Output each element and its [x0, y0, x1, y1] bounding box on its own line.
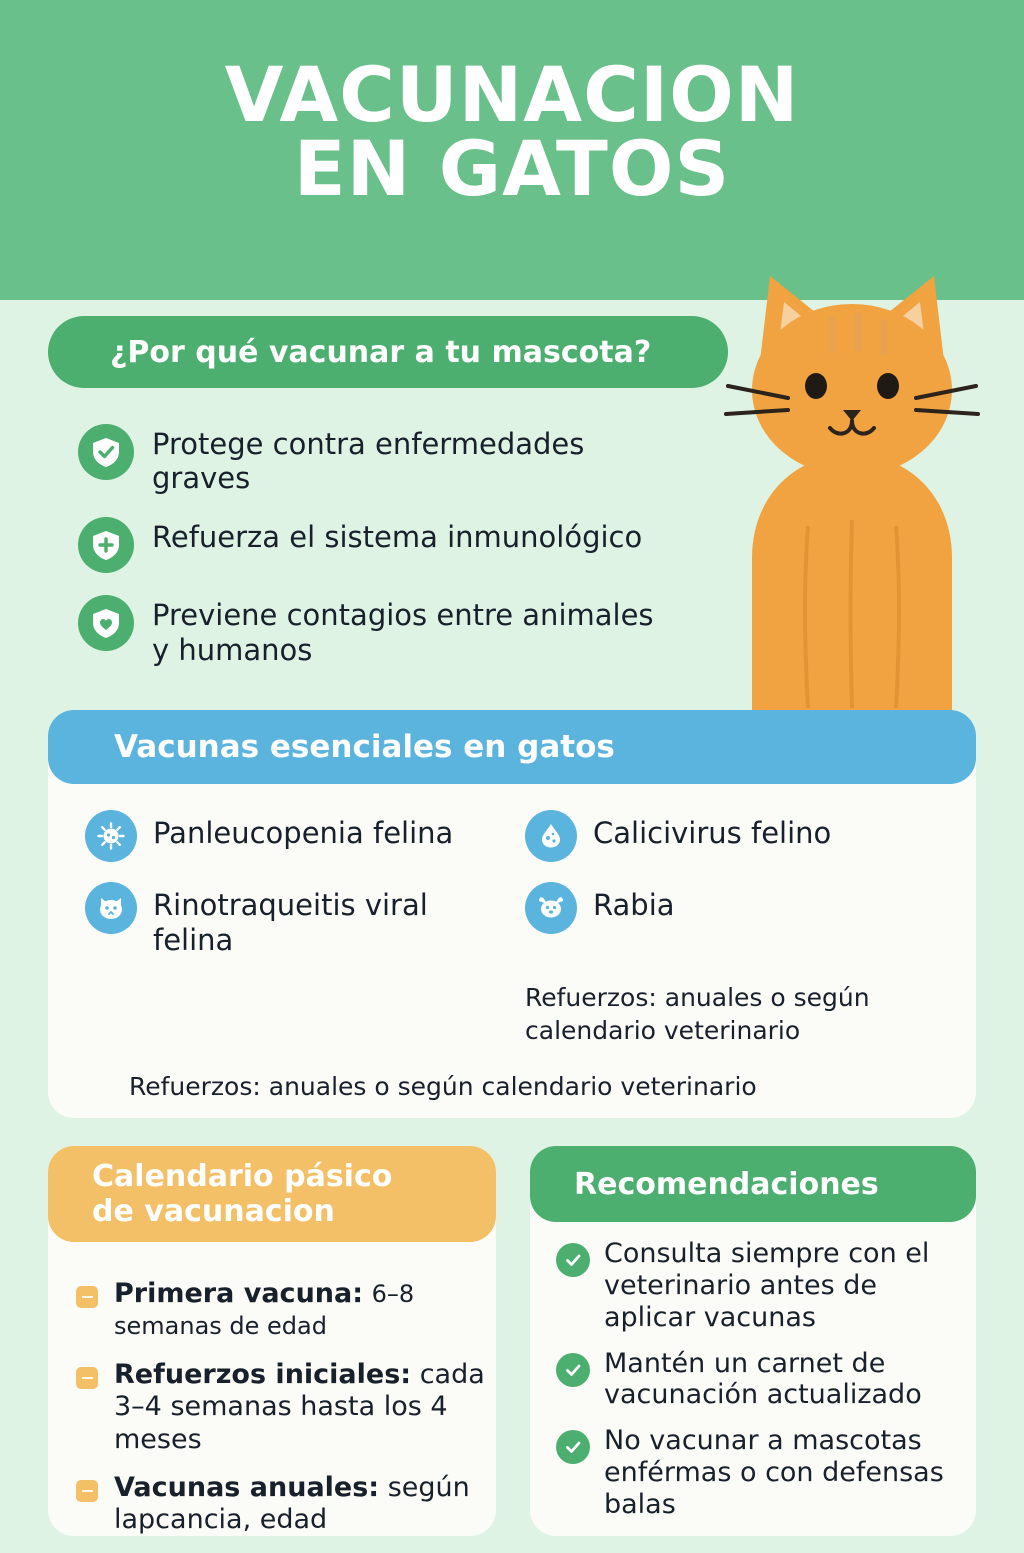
list-item-label: Rinotraqueitis viral felina	[153, 888, 428, 957]
list-item	[556, 1238, 966, 1334]
check-icon	[556, 1353, 590, 1387]
list-item-label: Refuerzos iniciales:	[114, 1358, 412, 1390]
list-item-label: Protege contra enfermedades graves	[152, 427, 585, 496]
list-item-label: Previene contagios entre animales y humanos	[152, 598, 654, 667]
header-banner	[0, 0, 1024, 300]
list-item	[76, 1359, 486, 1456]
list-item	[78, 595, 678, 666]
dog-head-icon	[525, 882, 577, 934]
essential-column-left	[85, 810, 515, 978]
check-icon	[556, 1243, 590, 1277]
shield-check-icon	[78, 424, 134, 480]
list-item	[78, 424, 678, 495]
list-item-label: Primera vacuna:	[114, 1278, 364, 1309]
orange-cat-illustration	[712, 258, 992, 718]
check-icon	[556, 1430, 590, 1464]
minus-bullet-icon	[76, 1480, 98, 1502]
list-item-label: Rabia	[593, 888, 675, 922]
essential-note-bottom: Refuerzos: anuales o según calendario veterinario	[129, 1072, 757, 1101]
list-item-detail: según lapcancia, edad	[114, 1471, 470, 1536]
list-item-label: Vacunas anuales:	[114, 1471, 380, 1503]
list-item	[525, 882, 955, 934]
page-title	[0, 50, 1024, 214]
list-item	[85, 810, 515, 862]
shield-plus-icon	[78, 517, 134, 573]
page-title-line1: VACUNACION	[224, 50, 800, 139]
cat-face-icon	[85, 882, 137, 934]
virus-icon	[85, 810, 137, 862]
section-title-why: ¿Por qué vacunar a tu mascota?	[110, 334, 652, 370]
list-item-label: Mantén un carnet de vacunación actualizado	[604, 1347, 922, 1411]
minus-bullet-icon	[76, 1286, 98, 1308]
list-item	[78, 517, 678, 573]
list-item-detail: cada 3–4 semanas hasta los 4 meses	[114, 1358, 485, 1455]
list-item-label: Calicivirus felino	[593, 816, 832, 850]
list-item-detail: 6–8 semanas de edad	[114, 1280, 415, 1341]
list-item	[525, 810, 955, 862]
section-title-essential: Vacunas esenciales en gatos	[114, 729, 615, 765]
list-item	[76, 1278, 486, 1343]
list-item	[556, 1425, 966, 1521]
list-item-label: No vacunar a mascotas enférmas o con defensas balas	[604, 1425, 944, 1521]
list-item	[76, 1472, 486, 1537]
list-item-label: Consulta siempre con el veterinario antes de aplicar vacunas	[604, 1238, 930, 1333]
page-title-line2: EN GATOS	[293, 124, 731, 214]
section-header-essential-vaccines	[48, 710, 976, 784]
section-title-calendar-line1: Calendario pásico	[92, 1158, 393, 1194]
section-header-calendar	[48, 1146, 496, 1242]
essential-column-right	[525, 810, 955, 954]
why-vaccinate-list	[78, 424, 678, 689]
list-item-label: Refuerza el sistema inmunológico	[152, 520, 643, 555]
list-item	[85, 882, 515, 958]
section-header-why-vaccinate	[48, 316, 728, 388]
list-item-label: Panleucopenia felina	[153, 816, 454, 850]
section-title-recommendations: Recomendaciones	[574, 1166, 879, 1202]
shield-heart-icon	[78, 595, 134, 651]
essential-note-right: Refuerzos: anuales o según calendario veterinario	[525, 983, 870, 1045]
droplet-virus-icon	[525, 810, 577, 862]
recommendations-list	[556, 1238, 966, 1535]
section-title-calendar-line2: de vacunacion	[92, 1194, 335, 1229]
calendar-list	[76, 1278, 486, 1553]
section-header-recommendations	[530, 1146, 976, 1222]
minus-bullet-icon	[76, 1367, 98, 1389]
list-item	[556, 1348, 966, 1412]
